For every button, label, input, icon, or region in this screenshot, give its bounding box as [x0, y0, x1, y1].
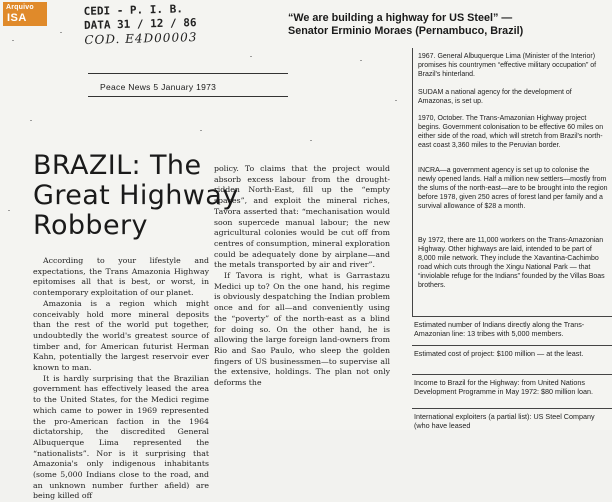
- article-column-1: [33, 256, 209, 501]
- article-paragraph: Amazonia is a region which might conceivably hold more mineral deposits than the rest of the world put together, undoubtedly the world's greatest source of timber and, for American futurist Herman Kahn, potentially the largest reservoir ever known to man.: [33, 298, 209, 373]
- chronology-entry: INCRA—a government agency is set up to colonise the newly opened lands. Half a million new settlers—mostly from the slums of the north-east—are to be brought into the region before 1978, given 250 acres of forest land per family and a survival allowance of $28 a month.: [418, 167, 608, 210]
- fact-box: Estimated cost of project: $100 million — at the least.: [414, 349, 584, 358]
- article-paragraph: It is hardly surprising that the Brazilian government has effectively leased the area to the United States, for the Medici regime which came to power in 1969 represented the pro-American faction in the 1964 dictatorship, the discredited General Albuquerque Lima represented the “nationalists”. Nor is it surprising that Amazonia's only indigenous inhabitants (some 5,000 Indians close to the road, and an unknown number further afield) are being killed off: [33, 373, 209, 501]
- headline-line2: Great Highway: [33, 180, 239, 211]
- scan-speck: [395, 100, 397, 101]
- stamp-line1: CEDI - P. I. B.: [83, 2, 184, 18]
- scan-speck: [200, 130, 202, 131]
- scan-speck: [30, 120, 32, 121]
- archive-logo: [3, 2, 47, 26]
- fact-box: International exploiters (a partial list): US Steel Company (who have leased: [414, 412, 595, 430]
- sidebar-rule: [412, 48, 413, 316]
- source-rule-bottom: [88, 96, 288, 97]
- article-paragraph: If Tavora is right, what is Garrastazu Medici up to? On the one hand, his regime is obviously despatching the Indian problem once and for all—and conveniently using the “poverty” of the north-east as a blind for doing so. On the other hand, he is allowing the large foreign land-owners from Rio and Sao Paulo, who sleep the golden fingers of US businessmen—to supervise all the extensive, holdings. The plan not only deforms the: [214, 271, 390, 388]
- chronology-entry: By 1972, there are 11,000 workers on the Trans-Amazonian Highway. Other highways are laid, intended to be part of 8,000 mile network. They include the Xavantina-Cachimbo road which cuts through the Xingu National Park — that “inviolable refuge for the Indians” founded by the Villas Boas brothers.: [418, 237, 605, 289]
- quote-line1: “We are building a highway for US Steel” —: [288, 12, 513, 24]
- fact-box: Estimated number of Indians directly along the Trans-Amazonian line: 13 tribes with 5,000 members.: [414, 320, 585, 338]
- source-line: Peace News 5 January 1973: [100, 82, 217, 92]
- scan-speck: [310, 140, 312, 141]
- quote-line2: Senator Erminio Moraes (Pernambuco, Brazil): [288, 25, 524, 37]
- logo-line2: ISA: [7, 12, 27, 24]
- scan-speck: [250, 56, 252, 57]
- headline-line3: Robbery: [33, 210, 148, 241]
- scan-speck: [60, 32, 62, 33]
- article-paragraph: policy. To claims that the project would absorb excess labour from the drought-ridden North-East, fill up the “empty spaces”, and exploit the mineral riches, Tavora asserted that: “mechanisation would soon supercede manual labour; the new agricultural colonies would be cut off from centres of consumption, mineral exploration could be adequately done by airplane—and the metals transported by air and river”.: [214, 164, 390, 270]
- facts-rule: [412, 408, 612, 409]
- scan-speck: [8, 210, 10, 211]
- headline-line1: BRAZIL: The: [33, 150, 202, 181]
- scan-speck: [360, 60, 362, 61]
- logo-line1: Arquivo: [6, 4, 34, 11]
- article-paragraph: According to your lifestyle and expectations, the Trans Amazonia Highway epitomises all that is best, or worst, in contemporary exploitation of our planet.: [33, 256, 209, 298]
- scan-speck: [12, 40, 14, 41]
- stamp-line3: COD. E4D00003: [84, 30, 198, 47]
- chronology-entry: 1970, October. The Trans-Amazonian Highway project begins. Government colonisation to be effective 60 miles on either side of the road, which will stretch from Brazil's north-east coast 3,360 miles to the Peruvian border.: [418, 115, 604, 149]
- chronology-entry: SUDAM a national agency for the development of Amazonas, is set up.: [418, 89, 572, 105]
- facts-rule: [412, 374, 612, 375]
- stamp-line2: DATA 31 / 12 / 86: [83, 16, 197, 32]
- facts-rule: [412, 316, 612, 317]
- article-column-2: [214, 164, 390, 432]
- pull-quote: [288, 12, 606, 38]
- facts-rule: [412, 345, 612, 346]
- source-rule-top: [88, 73, 288, 74]
- archive-stamp: [83, 1, 234, 49]
- headline: [33, 151, 239, 241]
- chronology-entry: 1967. General Albuquerque Lima (Minister of the Interior) promises his countrymen “effective military occupation” of Brazil's hinterland.: [418, 53, 597, 78]
- fact-box: Income to Brazil for the Highway: from United Nations Development Programme in May 1972: $80 million loan.: [414, 378, 593, 396]
